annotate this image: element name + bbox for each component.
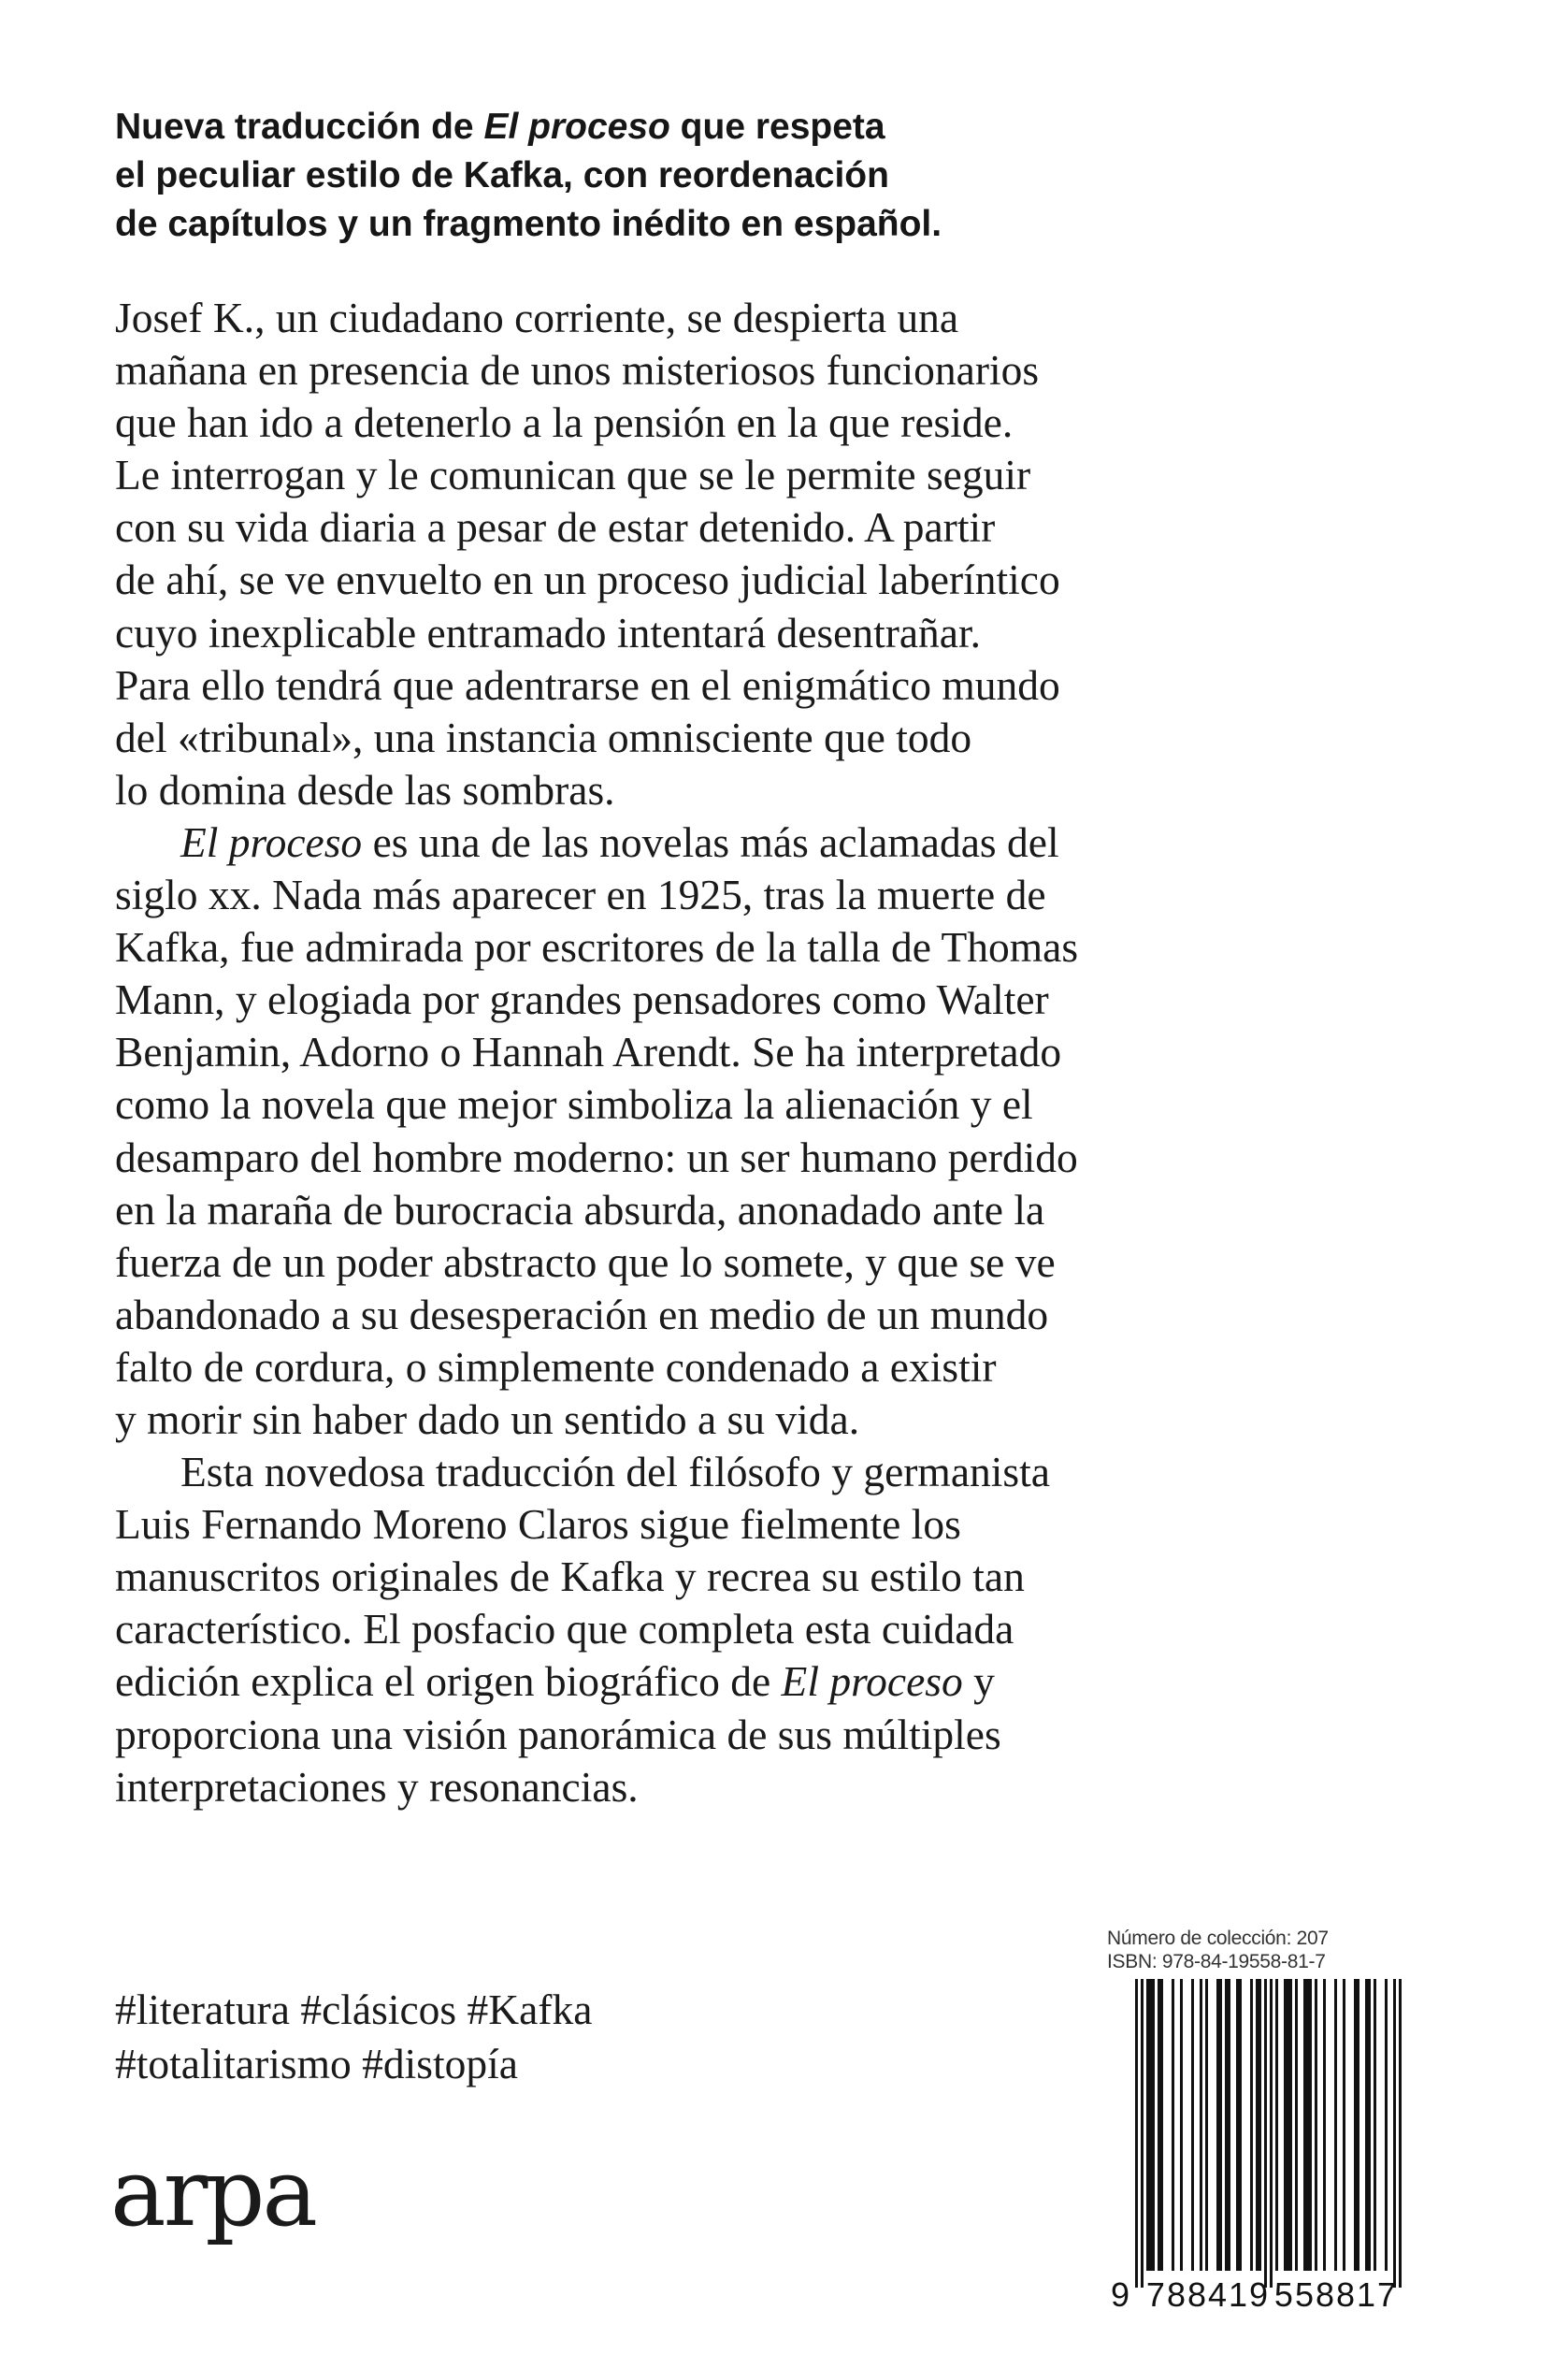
text-line: mañana en presencia de unos misteriosos funcionarios	[115, 346, 1040, 395]
barcode-bar	[1365, 1979, 1368, 2271]
text-line: Kafka, fue admirada por escritores de la talla de Thomas	[115, 923, 1079, 972]
barcode-bar	[1393, 1979, 1396, 2288]
text-line: Luis Fernando Moreno Claros sigue fielmente los	[115, 1500, 961, 1549]
text-line: característico. El posfacio que completa esta cuidada	[115, 1605, 1014, 1654]
barcode-bar	[1284, 1979, 1287, 2271]
barcode-bar	[1250, 1979, 1253, 2271]
publisher-logo: arpa	[110, 2138, 316, 2247]
barcode-digit: 9	[1111, 2275, 1130, 2314]
barcode-bar	[1172, 1979, 1174, 2271]
barcode-bar	[1343, 1979, 1345, 2271]
paragraph-1	[115, 292, 1190, 816]
text-line	[115, 1655, 1190, 1708]
barcode-bar	[1160, 1979, 1163, 2271]
barcode-bar	[1275, 1979, 1278, 2271]
barcode-digits-right: 558817	[1273, 2275, 1399, 2314]
barcode-bar	[1385, 1979, 1388, 2271]
collection-number: Número de colección: 207	[1107, 1928, 1329, 1949]
synopsis	[115, 292, 1190, 1813]
barcode-bar	[1303, 1979, 1306, 2271]
barcode-bar	[1225, 1979, 1228, 2271]
barcode-bar	[1205, 1979, 1208, 2271]
headline-text: que respeta	[669, 107, 885, 147]
text-line: falto de cordura, o simplemente condenado a existir	[115, 1342, 997, 1391]
text-span: edición explica el origen biográfico de	[115, 1657, 782, 1706]
barcode-bar	[1289, 1979, 1292, 2271]
text-line: Para ello tendrá que adentrarse en el enigmático mundo	[115, 660, 1060, 709]
barcode-bar	[1135, 1979, 1138, 2288]
text-line: fuerza de un poder abstracto que lo somete, y que se ve	[115, 1237, 1056, 1286]
barcode-bar	[1357, 1979, 1359, 2271]
book-title: El proceso	[180, 817, 363, 866]
barcode-bar	[1149, 1979, 1152, 2271]
barcode-bar	[1236, 1979, 1239, 2271]
isbn-label: ISBN: 978-84-19558-81-7	[1107, 1951, 1326, 1972]
text-line: del «tribunal», una instancia omnisciente que todo	[115, 713, 972, 761]
text-line: cuyo inexplicable entramado intentará desentrañar.	[115, 608, 982, 657]
text-span: es una de las novelas más aclamadas del	[362, 817, 1059, 866]
barcode-bar	[1399, 1979, 1402, 2288]
barcode-image	[1107, 1977, 1416, 2314]
text-line: como la novela que mejor simboliza la alienación y el	[115, 1080, 1033, 1129]
headline	[115, 103, 1050, 249]
barcode-bar	[1287, 1979, 1289, 2271]
barcode-bar	[1323, 1979, 1326, 2271]
barcode-bar	[1200, 1979, 1202, 2271]
headline-line-3: de capítulos y un fragmento inédito en español.	[115, 204, 942, 244]
text-line: y morir sin haber dado un sentido a su vida.	[115, 1394, 860, 1443]
headline-line-2: el peculiar estilo de Kafka, con reordenación	[115, 155, 889, 195]
barcode-bar	[1259, 1979, 1261, 2271]
barcode-bar	[1306, 1979, 1309, 2271]
text-line: siglo xx. Nada más aparecer en 1925, tras la muerte de	[115, 871, 1046, 919]
paragraph-2	[115, 816, 1190, 1446]
hashtags-line-1: #literatura #clásicos #Kafka	[115, 1986, 593, 2033]
text-line: Le interrogan y le comunican que se le permite seguir	[115, 451, 1031, 499]
barcode-bar	[1264, 1979, 1267, 2288]
headline-book-title: El proceso	[483, 107, 670, 147]
barcode-bar	[1158, 1979, 1160, 2271]
text-line: Josef K., un ciudadano corriente, se despierta una	[115, 294, 959, 341]
text-line: interpretaciones y resonancias.	[115, 1762, 639, 1811]
text-line: manuscritos originales de Kafka y recrea su estilo tan	[115, 1552, 1025, 1601]
text-line: con su vida diaria a pesar de estar detenido. A partir	[115, 503, 996, 552]
headline-line-1	[115, 103, 1050, 152]
text-line	[115, 816, 1190, 869]
barcode-bar	[1368, 1979, 1371, 2271]
barcode-bar	[1256, 1979, 1259, 2271]
text-line: Mann, y elogiada por grandes pensadores como Walter	[115, 975, 1049, 1024]
barcode-bar	[1334, 1979, 1337, 2271]
text-line: de ahí, se ve envuelto en un proceso judicial laberíntico	[115, 556, 1060, 604]
text-span: y	[962, 1657, 995, 1706]
barcode-digits-left: 788419	[1145, 2275, 1271, 2314]
barcode-bar	[1309, 1979, 1312, 2271]
book-title: El proceso	[781, 1657, 963, 1706]
barcode-bar	[1228, 1979, 1230, 2271]
text-line: que han ido a detenerlo a la pensión en la que reside.	[115, 398, 1014, 447]
barcode-block	[1107, 1927, 1416, 2314]
text-line: en la maraña de burocracia absurda, anonadado ante la	[115, 1185, 1045, 1234]
barcode-bar	[1315, 1979, 1317, 2271]
text-line: abandonado a su desesperación en medio de un mundo	[115, 1290, 1049, 1338]
barcode-bar	[1191, 1979, 1194, 2271]
text-line: lo domina desde las sombras.	[115, 765, 615, 814]
barcode-bar	[1270, 1979, 1273, 2288]
barcode-bar	[1146, 1979, 1149, 2271]
barcode-bar	[1354, 1979, 1357, 2271]
hashtags-line-2: #totalitarismo #distopía	[115, 2040, 518, 2087]
headline-text: Nueva traducción de	[115, 107, 484, 147]
text-line: Benjamin, Adorno o Hannah Arendt. Se ha interpretado	[115, 1028, 1062, 1076]
barcode-bars	[1135, 1979, 1402, 2288]
hashtags	[115, 1983, 592, 2091]
barcode-bar	[1141, 1979, 1144, 2288]
barcode-bar	[1239, 1979, 1242, 2271]
text-line: desamparo del hombre moderno: un ser humano perdido	[115, 1133, 1078, 1181]
barcode-bar	[1180, 1979, 1183, 2271]
barcode-bar	[1152, 1979, 1155, 2271]
text-line: proporciona una visión panorámica de sus múltiples	[115, 1710, 1001, 1758]
paragraph-3	[115, 1446, 1190, 1813]
barcode-bar	[1295, 1979, 1298, 2271]
text-line: Esta novedosa traducción del filósofo y germanista	[180, 1448, 1050, 1496]
barcode-bar	[1219, 1979, 1222, 2271]
barcode-bar	[1374, 1979, 1376, 2271]
barcode-bar	[1216, 1979, 1219, 2271]
